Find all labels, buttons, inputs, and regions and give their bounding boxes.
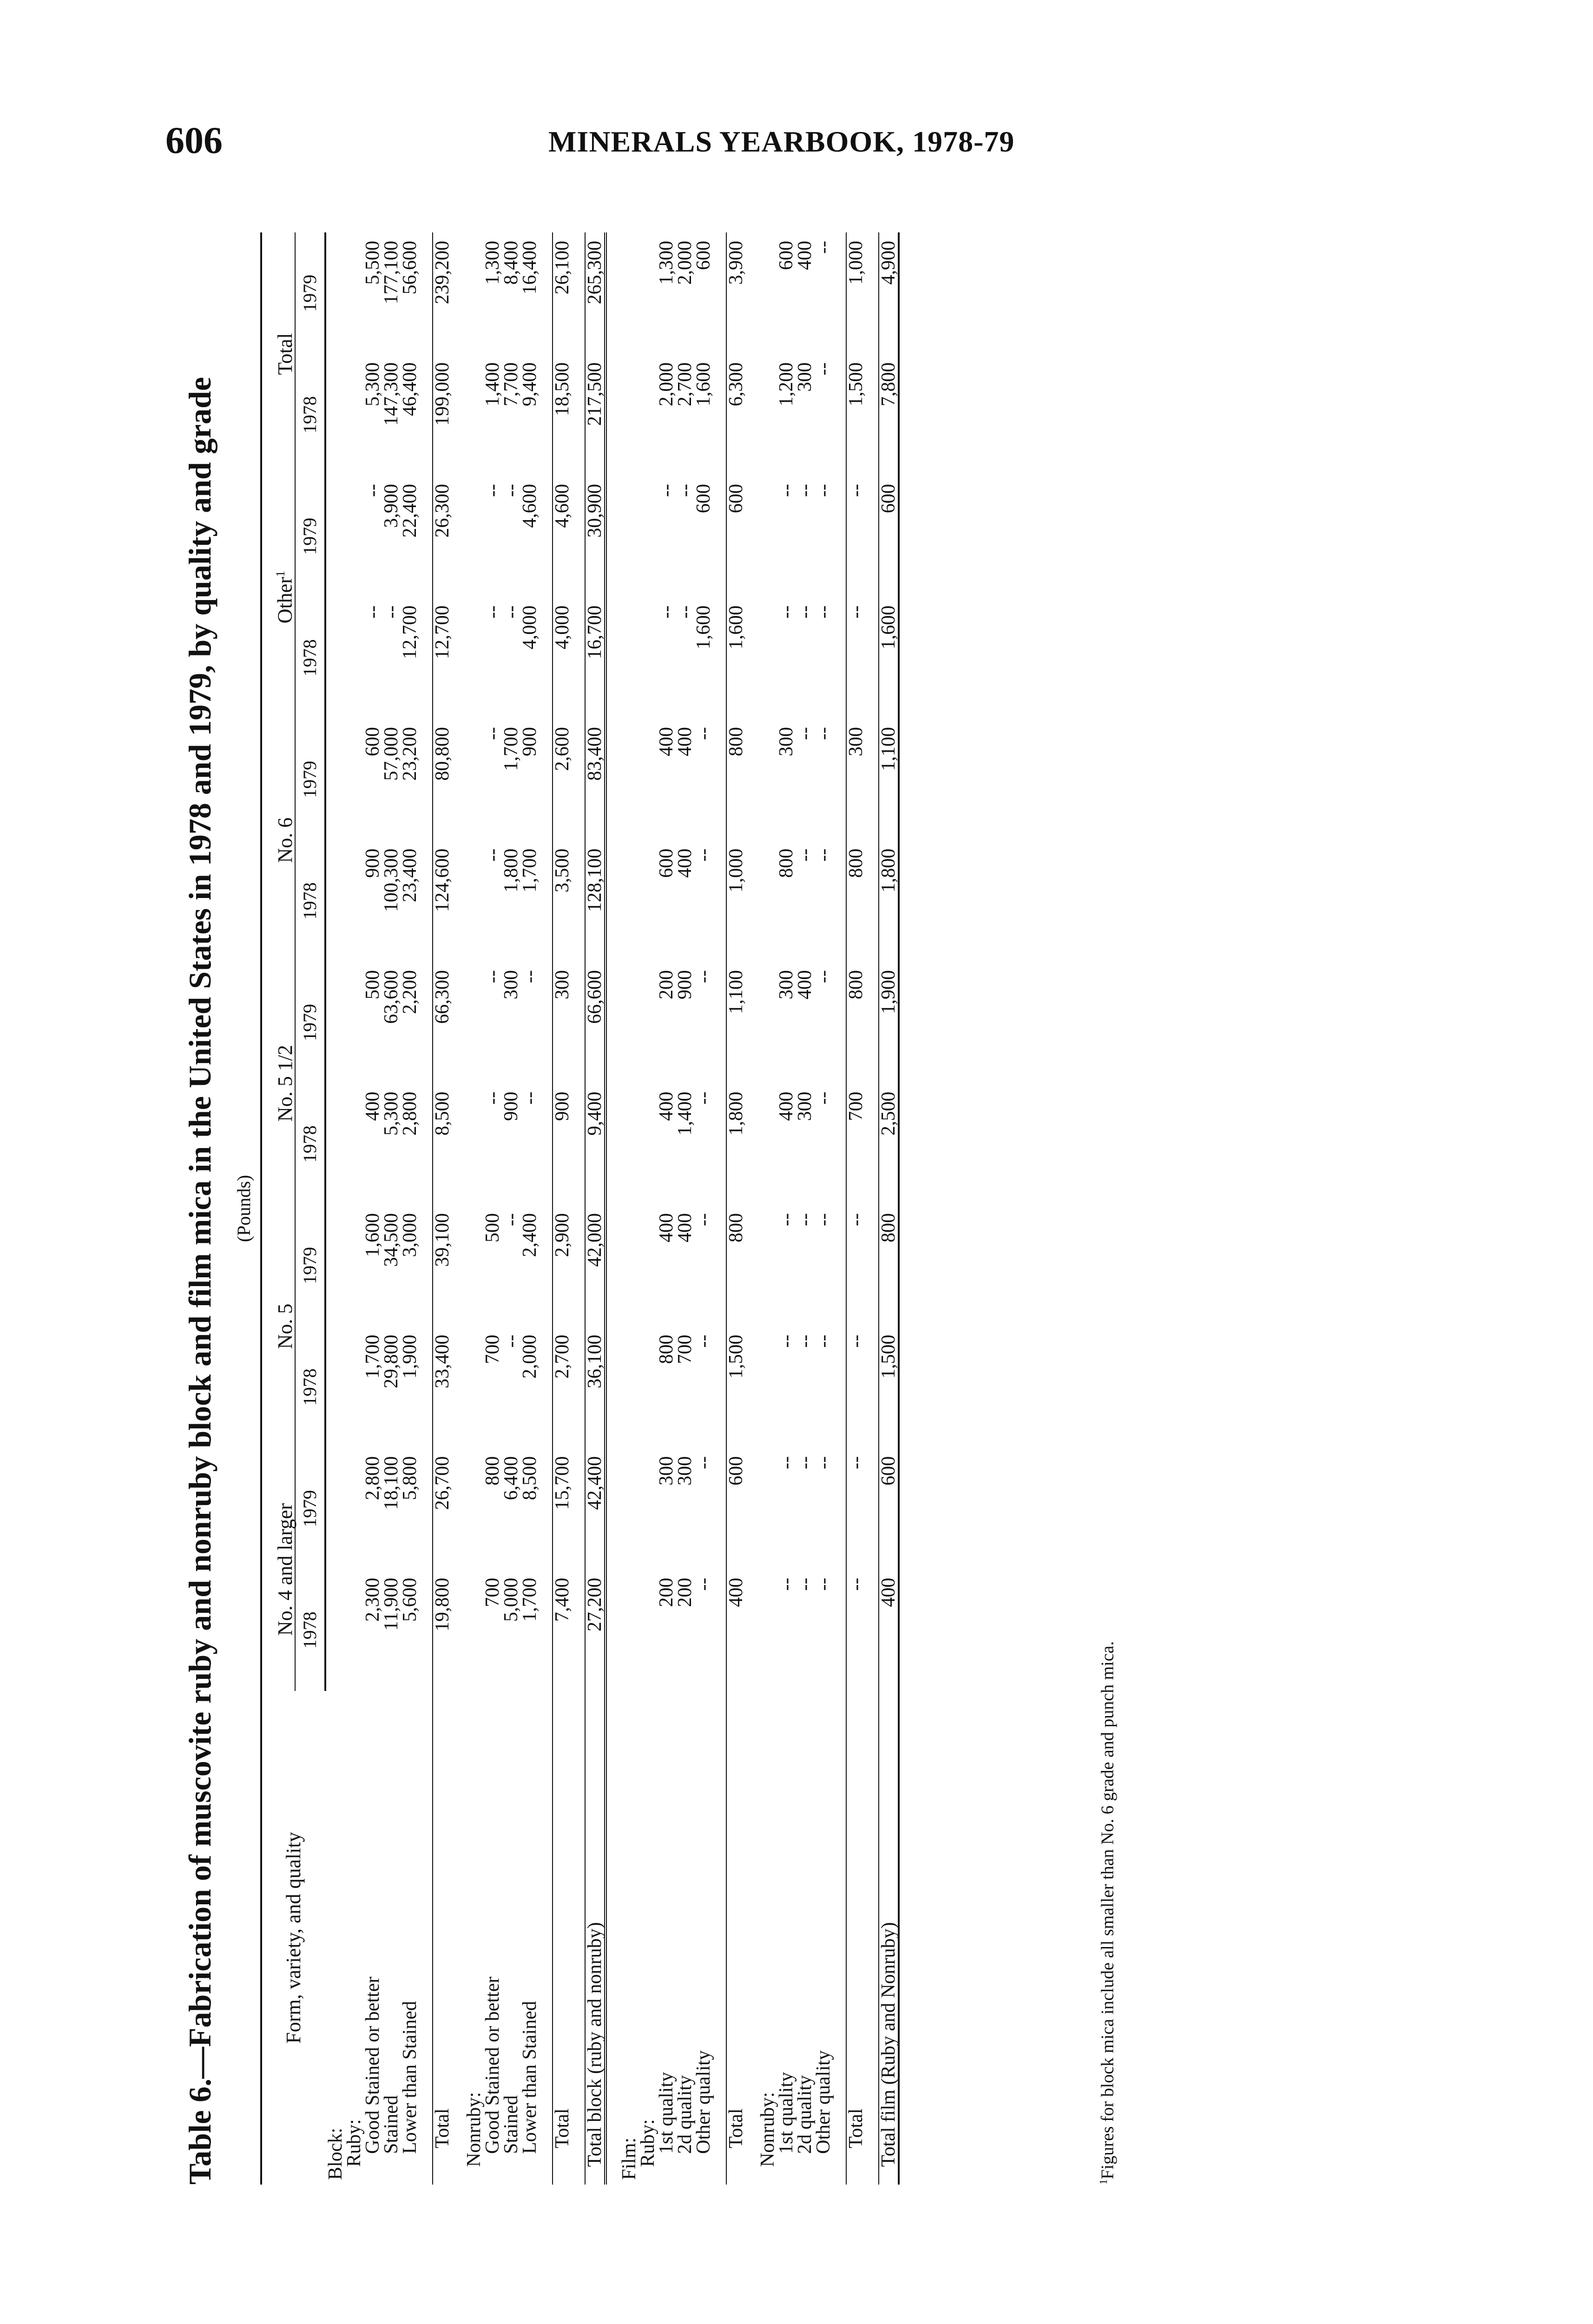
value-cell: 400 <box>726 1570 745 1691</box>
value-cell: 300 <box>500 970 522 1000</box>
value-cell: 46,400 <box>399 362 421 416</box>
value-cell: 6,300 <box>726 354 745 475</box>
value-cell: 15,700 <box>553 1448 572 1570</box>
table-row <box>814 232 833 2185</box>
value-cell: -- <box>674 605 696 619</box>
value-cell: 400 <box>794 241 816 270</box>
value-cell: 265,300 <box>585 232 606 354</box>
value-cell: 83,400 <box>585 719 606 840</box>
value-cell: 12,700 <box>433 597 452 719</box>
group-header: No. 5 1/2 <box>261 962 295 1205</box>
value-cell: 600 <box>776 241 797 270</box>
group-header: Total <box>261 232 295 475</box>
row-label: Lower than Stained <box>519 2001 540 2154</box>
row-label: 1st quality <box>656 2072 677 2154</box>
table-row <box>657 232 676 2185</box>
page-number: 606 <box>165 119 223 161</box>
table-row <box>796 232 814 2185</box>
value-cell: 700 <box>482 1578 503 1607</box>
value-cell: 1,000 <box>846 232 865 354</box>
value-cell: 300 <box>553 962 572 1083</box>
value-cell: 66,300 <box>433 962 452 1083</box>
value-cell: -- <box>674 484 696 497</box>
value-cell: 1,600 <box>693 605 714 650</box>
section-label: Film: <box>619 2137 640 2180</box>
value-cell: -- <box>846 1205 865 1326</box>
row-label: Other quality <box>693 2050 714 2154</box>
value-cell: -- <box>500 484 522 497</box>
value-cell: 5,500 <box>362 241 383 285</box>
value-cell: 29,800 <box>381 1334 402 1389</box>
subsection-row <box>758 232 777 2185</box>
year-header: 1979 <box>295 962 325 1083</box>
value-cell: 900 <box>519 727 540 757</box>
value-cell: 7,700 <box>500 362 522 407</box>
value-cell: -- <box>813 727 834 740</box>
value-cell: 3,900 <box>726 232 745 354</box>
value-cell: 800 <box>776 848 797 878</box>
value-cell: 1,700 <box>362 1334 383 1379</box>
value-cell: -- <box>776 1213 797 1227</box>
value-cell: 4,600 <box>553 475 572 597</box>
value-cell: 217,500 <box>585 354 606 475</box>
value-cell: 8,500 <box>433 1083 452 1205</box>
value-cell: 1,700 <box>519 1578 540 1622</box>
value-cell: 800 <box>656 1334 677 1364</box>
row-label: Other quality <box>813 2050 834 2154</box>
value-cell: 1,600 <box>362 1213 383 1257</box>
value-cell: 300 <box>846 719 865 840</box>
table-row <box>401 232 419 2185</box>
value-cell: 2,600 <box>553 719 572 840</box>
row-label: Good Stained or better <box>362 1976 383 2154</box>
value-cell: 1,600 <box>693 362 714 407</box>
value-cell: -- <box>813 1334 834 1348</box>
value-cell: 12,700 <box>399 605 421 660</box>
value-cell: 600 <box>726 475 745 597</box>
value-cell: 16,400 <box>519 241 540 295</box>
group-header: No. 5 <box>261 1205 295 1448</box>
value-cell: 39,100 <box>433 1205 452 1326</box>
value-cell: 900 <box>674 970 696 1000</box>
value-cell: 22,400 <box>399 484 421 538</box>
year-header: 1978 <box>295 1570 325 1691</box>
value-cell: 1,600 <box>726 597 745 719</box>
value-cell: 33,400 <box>433 1327 452 1448</box>
value-cell: 300 <box>674 1456 696 1486</box>
subsection-label: Nonruby: <box>463 2092 485 2167</box>
row-label: Total <box>433 1691 452 2185</box>
row-label: Lower than Stained <box>399 2001 421 2154</box>
value-cell: 2,500 <box>879 1083 899 1205</box>
value-cell: 2,200 <box>399 970 421 1014</box>
value-cell: 400 <box>362 1091 383 1121</box>
value-cell: -- <box>693 848 714 862</box>
value-cell: 300 <box>794 1091 816 1121</box>
row-label: Good Stained or better <box>482 1976 503 2154</box>
value-cell: 1,800 <box>879 840 899 962</box>
row-label: 1st quality <box>776 2072 797 2154</box>
value-cell: 1,600 <box>879 597 899 719</box>
value-cell: -- <box>500 605 522 619</box>
value-cell: 600 <box>362 727 383 757</box>
row-label: Total <box>726 1691 745 2185</box>
value-cell: 600 <box>879 1448 899 1570</box>
value-cell: 9,400 <box>585 1083 606 1205</box>
value-cell: 3,500 <box>553 840 572 962</box>
value-cell: 2,700 <box>674 362 696 407</box>
value-cell: 4,600 <box>519 484 540 528</box>
value-cell: 1,500 <box>726 1327 745 1448</box>
value-cell: 23,400 <box>399 848 421 903</box>
value-cell: -- <box>500 1334 522 1348</box>
value-cell: 300 <box>656 1456 677 1486</box>
value-cell: 700 <box>674 1334 696 1364</box>
table-row <box>879 232 899 2185</box>
value-cell: 1,800 <box>726 1083 745 1205</box>
value-cell: 42,400 <box>585 1448 606 1570</box>
value-cell: -- <box>813 362 834 376</box>
value-cell: -- <box>794 484 816 497</box>
value-cell: -- <box>482 727 503 740</box>
value-cell: 27,200 <box>585 1570 606 1691</box>
year-header: 1979 <box>295 1448 325 1570</box>
value-cell: 2,000 <box>519 1334 540 1379</box>
value-cell: 8,500 <box>519 1456 540 1500</box>
value-cell: -- <box>482 848 503 862</box>
value-cell: 16,700 <box>585 597 606 719</box>
row-label: 2d quality <box>674 2075 696 2154</box>
value-cell: 2,400 <box>519 1213 540 1257</box>
value-cell: -- <box>482 605 503 619</box>
value-cell: 400 <box>879 1570 899 1691</box>
subsection-label: Ruby: <box>343 2119 365 2167</box>
value-cell: 8,400 <box>500 241 522 285</box>
value-cell: 147,300 <box>381 362 402 426</box>
value-cell: -- <box>519 1091 540 1105</box>
value-cell: -- <box>776 1578 797 1591</box>
value-cell: 2,800 <box>399 1091 421 1136</box>
row-label: Stained <box>500 2095 522 2154</box>
value-cell: -- <box>813 1578 834 1591</box>
value-cell: -- <box>776 1456 797 1469</box>
value-cell: 1,100 <box>726 962 745 1083</box>
value-cell: -- <box>381 605 402 619</box>
row-label: Total film (Ruby and Nonruby) <box>879 1691 899 2185</box>
value-cell: -- <box>794 1213 816 1227</box>
value-cell: 2,000 <box>656 362 677 407</box>
value-cell: -- <box>362 484 383 497</box>
value-cell: 4,900 <box>879 232 899 354</box>
year-header: 1978 <box>295 840 325 962</box>
value-cell: -- <box>846 1327 865 1448</box>
value-cell: 177,100 <box>381 241 402 304</box>
value-cell: -- <box>813 970 834 984</box>
value-cell: 26,700 <box>433 1448 452 1570</box>
value-cell: 1,700 <box>500 727 522 771</box>
value-cell: 600 <box>693 241 714 270</box>
value-cell: 2,900 <box>553 1205 572 1326</box>
value-cell: -- <box>813 605 834 619</box>
value-cell: 1,300 <box>656 241 677 285</box>
year-header: 1978 <box>295 354 325 475</box>
year-header: 1979 <box>295 1205 325 1326</box>
value-cell: 600 <box>656 848 677 878</box>
running-head: MINERALS YEARBOOK, 1978-79 <box>548 125 1015 158</box>
value-cell: 900 <box>500 1091 522 1121</box>
value-cell: 800 <box>846 840 865 962</box>
value-cell: -- <box>813 848 834 862</box>
value-cell: 57,000 <box>381 727 402 781</box>
table-row <box>502 232 520 2185</box>
value-cell: -- <box>794 848 816 862</box>
value-cell: 800 <box>726 1205 745 1326</box>
value-cell: 3,000 <box>399 1213 421 1257</box>
value-cell: 66,600 <box>585 962 606 1083</box>
section-label: Block: <box>325 2128 346 2180</box>
row-label: 2d quality <box>794 2075 816 2154</box>
value-cell: 11,900 <box>381 1578 402 1631</box>
value-cell: 600 <box>726 1448 745 1570</box>
value-cell: -- <box>794 1334 816 1348</box>
value-cell: -- <box>693 727 714 740</box>
group-header: No. 4 and larger <box>261 1448 295 1691</box>
value-cell: 900 <box>362 848 383 878</box>
value-cell: 1,500 <box>846 354 865 475</box>
value-cell: 5,800 <box>399 1456 421 1500</box>
value-cell: 19,800 <box>433 1570 452 1691</box>
value-cell: -- <box>362 605 383 619</box>
value-cell: 800 <box>879 1205 899 1326</box>
footnote-marker: 1 <box>1098 2179 1109 2185</box>
value-cell: 700 <box>482 1334 503 1364</box>
row-label: Total <box>553 1691 572 2185</box>
value-cell: -- <box>693 970 714 984</box>
table-row <box>433 232 452 2185</box>
value-cell: 900 <box>553 1083 572 1205</box>
table-row <box>676 232 694 2185</box>
value-cell: 600 <box>879 475 899 597</box>
row-label: Stained <box>381 2095 402 2154</box>
value-cell: 500 <box>482 1213 503 1243</box>
value-cell: -- <box>656 605 677 619</box>
value-cell: 1,300 <box>482 241 503 285</box>
row-label: Total block (ruby and nonruby) <box>585 1691 606 2185</box>
year-header: 1979 <box>295 719 325 840</box>
value-cell: 2,800 <box>362 1456 383 1500</box>
value-cell: 1,800 <box>500 848 522 893</box>
value-cell: -- <box>519 970 540 984</box>
value-cell: -- <box>813 1456 834 1469</box>
value-cell: 800 <box>726 719 745 840</box>
value-cell: 300 <box>776 970 797 1000</box>
value-cell: 80,800 <box>433 719 452 840</box>
value-cell: -- <box>846 597 865 719</box>
value-cell: 199,000 <box>433 354 452 475</box>
value-cell: -- <box>813 1213 834 1227</box>
value-cell: 18,500 <box>553 354 572 475</box>
footnote-text: Figures for block mica include all smaller than No. 6 grade and punch mica. <box>1098 1641 1118 2179</box>
year-header: 1979 <box>295 232 325 354</box>
value-cell: -- <box>776 1334 797 1348</box>
value-cell: 200 <box>674 1578 696 1607</box>
value-cell: 128,100 <box>585 840 606 962</box>
value-cell: 500 <box>362 970 383 1000</box>
value-cell: 3,900 <box>381 484 402 528</box>
value-cell: 42,000 <box>585 1205 606 1326</box>
value-cell: -- <box>794 605 816 619</box>
value-cell: 1,500 <box>879 1327 899 1448</box>
value-cell: 7,800 <box>879 354 899 475</box>
value-cell: -- <box>693 1456 714 1469</box>
value-cell: 1,200 <box>776 362 797 407</box>
value-cell: 1,000 <box>726 840 745 962</box>
value-cell: 124,600 <box>433 840 452 962</box>
value-cell: 56,600 <box>399 241 421 295</box>
value-cell: -- <box>656 484 677 497</box>
value-cell: -- <box>794 1456 816 1469</box>
section-row <box>325 232 345 2185</box>
table-row <box>777 232 796 2185</box>
value-cell: 5,000 <box>500 1578 522 1622</box>
value-cell: 700 <box>846 1083 865 1205</box>
table-row <box>382 232 401 2185</box>
year-header: 1978 <box>295 1327 325 1448</box>
value-cell: 1,100 <box>879 719 899 840</box>
value-cell: 1,700 <box>519 848 540 893</box>
value-cell: -- <box>500 1213 522 1227</box>
value-cell: 1,400 <box>482 362 503 407</box>
section-row <box>620 232 639 2185</box>
value-cell: 2,700 <box>553 1327 572 1448</box>
year-header: 1979 <box>295 475 325 597</box>
value-cell: 300 <box>794 362 816 392</box>
value-cell: -- <box>482 1091 503 1105</box>
value-cell: 1,900 <box>399 1334 421 1379</box>
table-row <box>726 232 745 2185</box>
value-cell: 400 <box>656 727 677 757</box>
subsection-row <box>639 232 657 2185</box>
value-cell: 400 <box>674 1213 696 1243</box>
subsection-label: Nonruby: <box>757 2092 778 2167</box>
table-row <box>694 232 713 2185</box>
value-cell: 7,400 <box>553 1570 572 1691</box>
table-unit: (Pounds) <box>233 1175 254 1242</box>
value-cell: 200 <box>656 1578 677 1607</box>
value-cell: 18,100 <box>381 1456 402 1510</box>
value-cell: 5,600 <box>399 1578 421 1622</box>
value-cell: 2,300 <box>362 1578 383 1622</box>
value-cell: 200 <box>656 970 677 1000</box>
value-cell: -- <box>693 1334 714 1348</box>
value-cell: -- <box>813 1091 834 1105</box>
value-cell: 30,900 <box>585 475 606 597</box>
value-cell: -- <box>693 1091 714 1105</box>
value-cell: 600 <box>693 484 714 514</box>
value-cell: 300 <box>776 727 797 757</box>
value-cell: -- <box>846 475 865 597</box>
value-cell: -- <box>813 484 834 497</box>
table-title: Table 6.—Fabrication of muscovite ruby and nonruby block and film mica in the United States in 1978 and 1979, by quality and grade <box>182 376 217 2185</box>
subsection-row <box>465 232 483 2185</box>
value-cell: 400 <box>794 970 816 1000</box>
table-row <box>553 232 572 2185</box>
value-cell: 36,100 <box>585 1327 606 1448</box>
value-cell: 4,000 <box>553 597 572 719</box>
value-cell: 800 <box>846 962 865 1083</box>
value-cell: 100,300 <box>381 848 402 912</box>
value-cell: -- <box>846 1570 865 1691</box>
group-header-row <box>261 232 295 2185</box>
value-cell: 6,400 <box>500 1456 522 1500</box>
value-cell: 2,000 <box>674 241 696 285</box>
value-cell: -- <box>482 484 503 497</box>
table-row <box>520 232 539 2185</box>
value-cell: 1,400 <box>674 1091 696 1136</box>
subsection-row <box>345 232 363 2185</box>
group-header: No. 6 <box>261 719 295 962</box>
value-cell: 400 <box>776 1091 797 1121</box>
form-column-header: Form, variety, and quality <box>261 1691 325 2185</box>
year-header: 1978 <box>295 597 325 719</box>
value-cell: 239,200 <box>433 232 452 354</box>
year-header: 1978 <box>295 1083 325 1205</box>
table-footnote <box>1090 232 1118 2185</box>
value-cell: 400 <box>656 1213 677 1243</box>
value-cell: 1,900 <box>879 962 899 1083</box>
value-cell: 5,300 <box>362 362 383 407</box>
value-cell: 23,200 <box>399 727 421 781</box>
rotated-table-region <box>167 232 1180 2185</box>
row-label: Total <box>846 1691 865 2185</box>
value-cell: -- <box>776 605 797 619</box>
table-row <box>585 232 606 2185</box>
value-cell: 63,600 <box>381 970 402 1024</box>
value-cell: -- <box>482 970 503 984</box>
value-cell: 800 <box>482 1456 503 1486</box>
value-cell: -- <box>776 484 797 497</box>
value-cell: -- <box>813 241 834 254</box>
value-cell: 400 <box>674 727 696 757</box>
value-cell: 34,500 <box>381 1213 402 1267</box>
mica-fabrication-table <box>260 232 900 2185</box>
value-cell: 400 <box>674 848 696 878</box>
table-row <box>363 232 382 2185</box>
value-cell: -- <box>693 1578 714 1591</box>
value-cell: 5,300 <box>381 1091 402 1136</box>
value-cell: 26,100 <box>553 232 572 354</box>
table-row <box>483 232 502 2185</box>
table-row <box>846 232 865 2185</box>
subsection-label: Ruby: <box>637 2119 658 2167</box>
value-cell: 400 <box>656 1091 677 1121</box>
value-cell: -- <box>693 1213 714 1227</box>
value-cell: 9,400 <box>519 362 540 407</box>
footnote-ref: 1 <box>273 570 288 577</box>
group-header-other: Other$^1$ <box>261 475 295 719</box>
value-cell: 4,000 <box>519 605 540 650</box>
value-cell: 26,300 <box>433 475 452 597</box>
value-cell: -- <box>794 1578 816 1591</box>
value-cell: -- <box>846 1448 865 1570</box>
value-cell: -- <box>794 727 816 740</box>
